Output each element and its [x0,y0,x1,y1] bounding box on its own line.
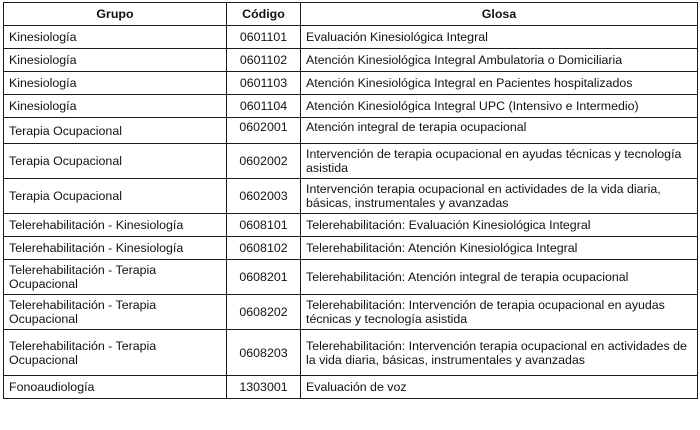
cell-grupo: Telerehabilitación - Kinesiología [4,214,227,237]
cell-glosa: Intervención terapia ocupacional en actividades de la vida diaria, básicas, instrumentales y avanzadas [301,179,698,214]
table-row [4,144,698,179]
cell-codigo: 0608101 [227,214,301,237]
cell-glosa: Atención integral de terapia ocupacional [301,118,698,144]
cell-grupo: Kinesiología [4,72,227,95]
cell-grupo: Telerehabilitación - Kinesiología [4,237,227,260]
table-row [4,295,698,330]
cell-grupo: Terapia Ocupacional [4,144,227,179]
cell-codigo: 0608203 [227,330,301,376]
table-row [4,260,698,295]
cell-codigo: 0601102 [227,49,301,72]
table-row [4,330,698,376]
cell-grupo: Telerehabilitación - Terapia Ocupacional [4,330,227,376]
table-row [4,95,698,118]
cell-grupo: Terapia Ocupacional [4,179,227,214]
cell-glosa: Telerehabilitación: Evaluación Kinesiológica Integral [301,214,698,237]
cell-codigo: 1303001 [227,376,301,399]
cell-codigo: 0602003 [227,179,301,214]
column-header-glosa: Glosa [301,3,698,26]
table-row [4,179,698,214]
cell-grupo: Telerehabilitación - Terapia Ocupacional [4,260,227,295]
cell-glosa: Telerehabilitación: Intervención terapia ocupacional en actividades de la vida diaria, básicas, instrumentales y avanzadas [301,330,698,376]
cell-glosa: Intervención de terapia ocupacional en ayudas técnicas y tecnología asistida [301,144,698,179]
cell-glosa: Atención Kinesiológica Integral Ambulatoria o Domiciliaria [301,49,698,72]
cell-codigo: 0608102 [227,237,301,260]
table-row [4,26,698,49]
cell-codigo: 0601103 [227,72,301,95]
services-table [3,2,698,399]
cell-glosa: Atención Kinesiológica Integral UPC (Intensivo e Intermedio) [301,95,698,118]
cell-codigo: 0602002 [227,144,301,179]
cell-codigo: 0602001 [227,118,301,144]
table-row [4,72,698,95]
cell-grupo: Telerehabilitación - Terapia Ocupacional [4,295,227,330]
cell-grupo: Kinesiología [4,26,227,49]
cell-codigo: 0601101 [227,26,301,49]
table-row [4,118,698,144]
cell-grupo: Fonoaudiología [4,376,227,399]
table-row [4,237,698,260]
cell-grupo: Kinesiología [4,95,227,118]
table-row [4,214,698,237]
cell-grupo: Terapia Ocupacional [4,118,227,144]
cell-codigo: 0608201 [227,260,301,295]
cell-glosa: Telerehabilitación: Atención Kinesiológica Integral [301,237,698,260]
table-header-row [4,3,698,26]
table-row [4,376,698,399]
column-header-grupo: Grupo [4,3,227,26]
column-header-codigo: Código [227,3,301,26]
cell-glosa: Telerehabilitación: Atención integral de terapia ocupacional [301,260,698,295]
cell-codigo: 0601104 [227,95,301,118]
cell-glosa: Evaluación Kinesiológica Integral [301,26,698,49]
cell-glosa: Atención Kinesiológica Integral en Pacientes hospitalizados [301,72,698,95]
table-row [4,49,698,72]
cell-grupo: Kinesiología [4,49,227,72]
cell-glosa: Telerehabilitación: Intervención de terapia ocupacional en ayudas técnicas y tecnología asistida [301,295,698,330]
cell-codigo: 0608202 [227,295,301,330]
cell-glosa: Evaluación de voz [301,376,698,399]
